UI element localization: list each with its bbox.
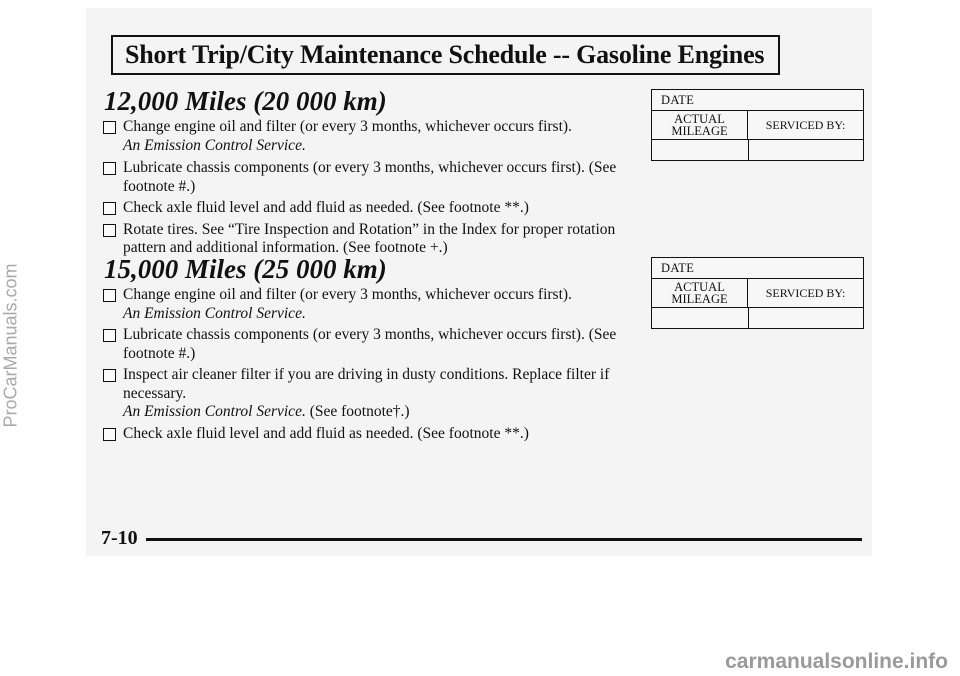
section-heading: 12,000 Miles (20 000 km): [104, 86, 387, 116]
record-mileage-label: ACTUAL MILEAGE: [652, 111, 748, 139]
item-footnote: (See footnote†.): [305, 403, 410, 420]
record-mileage-field[interactable]: [652, 140, 749, 160]
checkbox[interactable]: [103, 428, 116, 441]
service-record-15000: [651, 257, 864, 329]
checkbox[interactable]: [103, 202, 116, 215]
section-heading: 15,000 Miles (25 000 km): [104, 254, 387, 284]
item-text: Inspect air cleaner filter if you are driving in dusty conditions. Replace filter if necessary.: [123, 366, 610, 402]
item-text: Check axle fluid level and add fluid as needed. (See footnote **.): [123, 199, 529, 216]
record-serviced-by-label: SERVICED BY:: [765, 286, 846, 300]
record-mileage-field[interactable]: [652, 308, 749, 328]
checklist-item: [101, 118, 631, 155]
footer-rule: [146, 538, 862, 541]
checklist-item: [101, 425, 631, 444]
checklist-item: [101, 366, 631, 422]
page-number: 7-10: [101, 527, 138, 549]
side-watermark: ProCarManuals.com: [0, 262, 21, 428]
record-serviced-by-label: SERVICED BY:: [765, 118, 846, 132]
checkbox[interactable]: [103, 162, 116, 175]
item-note: An Emission Control Service.: [123, 304, 306, 322]
item-text: Lubricate chassis components (or every 3 months, whichever occurs first). (See footnote #.): [123, 326, 617, 362]
item-text: Change engine oil and filter (or every 3 months, whichever occurs first).: [123, 286, 572, 303]
item-note: An Emission Control Service.: [123, 136, 306, 154]
checklist-item: [101, 199, 631, 218]
record-date-label: DATE: [652, 90, 863, 111]
page-title-text: Short Trip/City Maintenance Schedule -- Gasoline Engines: [125, 40, 765, 69]
checkbox[interactable]: [103, 121, 116, 134]
checklist-item: [101, 159, 631, 196]
footer-watermark: carmanualsonline.info: [725, 650, 948, 673]
record-serviced-by-field[interactable]: [749, 140, 863, 160]
checklist-item: [101, 326, 631, 363]
checkbox[interactable]: [103, 329, 116, 342]
checkbox[interactable]: [103, 369, 116, 382]
record-mileage-label: ACTUAL MILEAGE: [652, 279, 748, 307]
section-12000-miles: [101, 86, 631, 258]
service-record-12000: [651, 89, 864, 161]
checkbox[interactable]: [103, 289, 116, 302]
checklist-item: [101, 286, 631, 323]
item-text: Rotate tires. See “Tire Inspection and Rotation” in the Index for proper rotation pattern and additional information. (See footnote +.): [123, 220, 616, 256]
item-note: An Emission Control Service.: [123, 403, 306, 420]
checklist-item: [101, 221, 631, 258]
record-serviced-by-field[interactable]: [749, 308, 863, 328]
record-date-label: DATE: [652, 258, 863, 279]
section-15000-miles: [101, 254, 631, 443]
page-title: [111, 35, 780, 75]
item-text: Change engine oil and filter (or every 3 months, whichever occurs first).: [123, 118, 572, 135]
checkbox[interactable]: [103, 224, 116, 237]
item-text: Lubricate chassis components (or every 3 months, whichever occurs first). (See footnote #.): [123, 159, 617, 195]
item-text: Check axle fluid level and add fluid as needed. (See footnote **.): [123, 424, 529, 442]
